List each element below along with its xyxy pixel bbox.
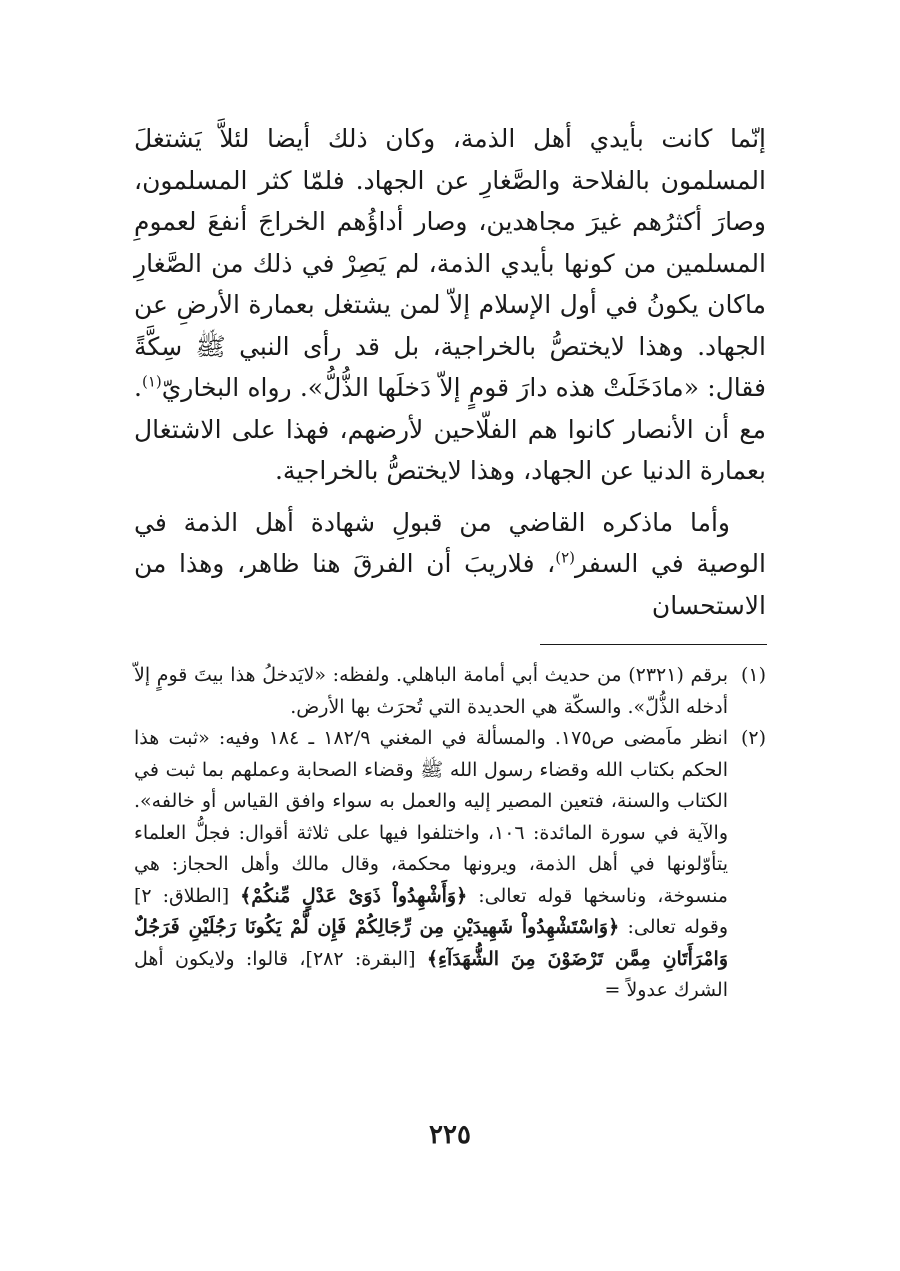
main-text — [134, 118, 766, 626]
footnote-text: برقم (٢٣٢١) من حديث أبي أمامة الباهلي. ولفظه: «لايَدخلُ هذا بيتَ قومٍ إلاّ أدخله الذُّلّ». والسكّة هي الحديدة التي تُحرَث بها الأرض. — [134, 664, 728, 718]
footnote-number: (٢) — [740, 727, 766, 749]
footnote-text: انظر ماَمضى ص١٧٥. والمسألة في المغني ١٨٢/٩ ـ ١٨٤ وفيه: «ثبت هذا الحكم بكتاب الله وقضاء رسول الله ﷺ وقضاء الصحابة وعملهم بما ثبت في الكتاب والسنة، فتعين المصير إليه والعمل به سواء وافق القياس أو خالفه». والآية في سورة المائدة: ١٠٦، واختلفوا فيها على ثلاثة أقوال: فجلُّ العلماء يتأوّلونها في أهل الذمة، ويرونها محكمة، وقال مالك وأهل الحجاز: هي منسوخة، وناسخها قوله تعالى: — [134, 727, 728, 907]
footnote-text-cont: [الطلاق: ٢] وقوله تعالى: — [134, 884, 729, 938]
paragraph-2-text-cont: ، فلاريبَ أن الفرقَ هنا ظاهر، وهذا من الاستحسان — [134, 549, 766, 620]
footnote-ref-1: (١) — [141, 372, 162, 391]
paragraph-1-text-cont: . مع أن الأنصار كانوا هم الفلّاحين لأرضهم، فهذا على الاشتغال بعمارة الدنيا عن الجهاد، وهذا لايختصُّ بالخراجية. — [134, 373, 766, 485]
footnotes — [134, 660, 766, 1007]
quran-verse: ﴿وَأَشْهِدُواْ ذَوَىْ عَدْلٍ مِّنكُمْ﴾ — [240, 884, 468, 907]
quran-verse: ﴿وَاسْتَشْهِدُواْ شَهِيدَيْنِ مِن رِّجَالِكُمْ فَإِن لَّمْ يَكُونَا رَجُلَيْنِ فَرَجُلٌ وَامْرَأَتَانِ مِمَّن تَرْضَوْنَ مِنَ الشُّهَدَآءِ﴾ — [134, 916, 728, 970]
footnote-text-end: [البقرة: ٢٨٢]، قالوا: ولايكون أهل الشرك عدولاً = — [134, 947, 728, 1001]
footnote-1 — [134, 660, 766, 723]
paragraph-1-text: إنّما كانت بأيدي أهل الذمة، وكان ذلك أيضا لئلاَّ يَشتغلَ المسلمون بالفلاحة والصَّغارِ عن الجهاد. فلمّا كثر المسلمون، وصارَ أكثرُهم غيرَ مجاهدين، وصار أداؤُهم الخراجَ أنفعَ لعمومِ المسلمين من كونها بأيدي الذمة، لم يَصِرْ في ذلك من الصَّغارِ ماكان يكونُ في أول الإسلام إلاّ لمن يشتغل بعمارة الأرضِ عن الجهاد. وهذا لايختصُّ بالخراجية، بل قد رأى النبي ﷺ سِكَّةً فقال: «مادَخَلَتْ هذه دارَ قومٍ إلاّ دَخلَها الذُّلُّ». رواه البخاريّ — [134, 124, 766, 402]
footnote-number: (١) — [740, 664, 766, 686]
paragraph-1 — [134, 118, 766, 492]
footnote-ref-2: (٢) — [555, 548, 575, 567]
paragraph-2 — [134, 502, 766, 627]
footnote-2 — [134, 723, 766, 1007]
paragraph-2-text: وأما ماذكره القاضي من قبولِ شهادة أهل الذمة في الوصية في السفر — [134, 507, 766, 578]
footnote-divider — [540, 644, 767, 645]
page-number: ٢٢٥ — [429, 1120, 471, 1150]
